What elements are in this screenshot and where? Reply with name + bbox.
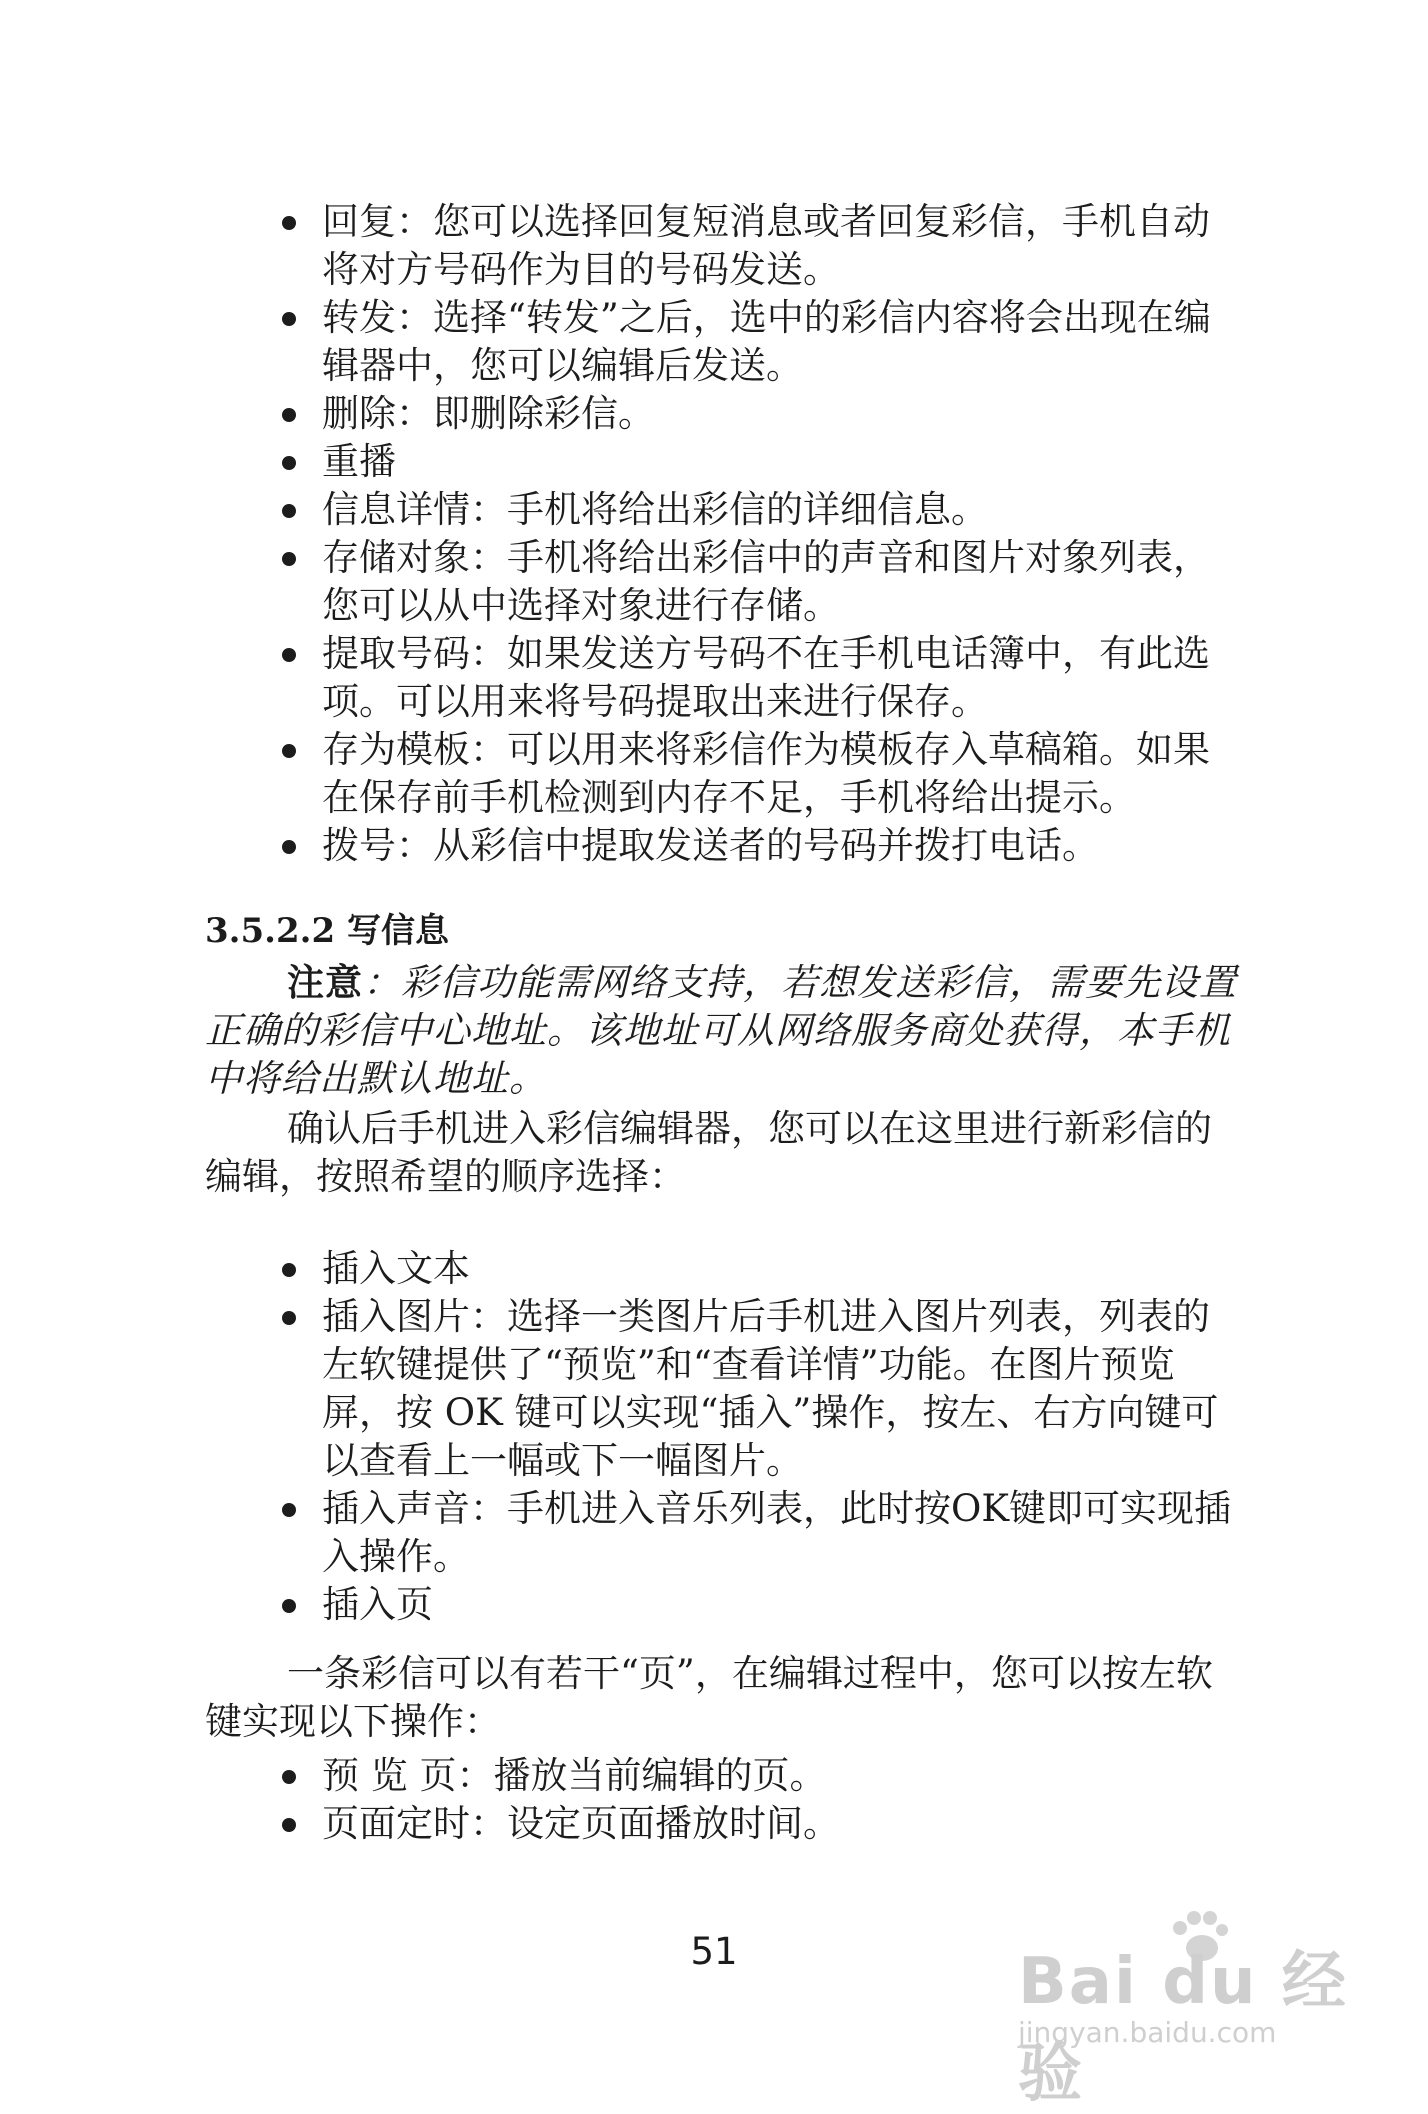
section-heading: 3.5.2.2 写信息 [205, 911, 449, 951]
page-number: 51 [690, 1930, 738, 1973]
bullet-icon [282, 1503, 296, 1517]
bullet-icon [282, 1263, 296, 1277]
bullet-icon [282, 1818, 296, 1832]
watermark-brand: Bai du 经验 [1018, 1945, 1348, 2111]
insert-options-list [282, 1245, 1242, 1629]
list-item: 预 览 页：播放当前编辑的页。 [282, 1752, 1242, 1800]
bullet-icon [282, 1599, 296, 1613]
bullet-icon [282, 1770, 296, 1784]
list-item: 插入图片：选择一类图片后手机进入图片列表，列表的左软键提供了“预览”和“查看详情”功能。在图片预览屏，按 OK 键可以实现“插入”操作，按左、右方向键可以查看上一幅或下一幅图片。 [282, 1293, 1242, 1485]
note-label: 注意 [287, 960, 363, 1004]
list-item: 信息详情：手机将给出彩信的详细信息。 [282, 486, 1242, 534]
bullet-icon [282, 840, 296, 854]
list-item: 拨号：从彩信中提取发送者的号码并拨打电话。 [282, 822, 1242, 870]
list-item: 存为模板：可以用来将彩信作为模板存入草稿箱。如果在保存前手机检测到内存不足，手机将给出提示。 [282, 726, 1242, 822]
list-item: 插入声音：手机进入音乐列表，此时按OK键即可实现插入操作。 [282, 1485, 1242, 1581]
note-text: ：彩信功能需网络支持，若想发送彩信，需要先设置正确的彩信中心地址。该地址可从网络服务商处获得，本手机中将给出默认地址。 [205, 961, 1237, 1100]
bullet-icon [282, 504, 296, 518]
list-item: 插入页 [282, 1581, 1242, 1629]
list-item: 存储对象：手机将给出彩信中的声音和图片对象列表，您可以从中选择对象进行存储。 [282, 534, 1242, 630]
body-paragraph: 确认后手机进入彩信编辑器，您可以在这里进行新彩信的编辑，按照希望的顺序选择： [205, 1107, 1212, 1198]
watermark-site: jingyan.baidu.com [1018, 2016, 1277, 2049]
reply-options-list [282, 198, 1242, 870]
list-item: 插入文本 [282, 1245, 1242, 1293]
list-item: 重播 [282, 438, 1242, 486]
bullet-icon [282, 648, 296, 662]
bullet-icon [282, 1311, 296, 1325]
bullet-icon [282, 744, 296, 758]
bullet-icon [282, 312, 296, 326]
page-options-list [282, 1752, 1242, 1848]
list-item: 转发：选择“转发”之后，选中的彩信内容将会出现在编辑器中，您可以编辑后发送。 [282, 294, 1242, 390]
bullet-icon [282, 456, 296, 470]
list-item: 页面定时：设定页面播放时间。 [282, 1800, 1242, 1848]
list-item: 提取号码：如果发送方号码不在手机电话簿中，有此选项。可以用来将号码提取出来进行保存。 [282, 630, 1242, 726]
bullet-icon [282, 552, 296, 566]
bullet-icon [282, 408, 296, 422]
list-item: 删除：即删除彩信。 [282, 390, 1242, 438]
body-paragraph: 一条彩信可以有若干“页”，在编辑过程中，您可以按左软键实现以下操作： [205, 1652, 1213, 1743]
note-paragraph [205, 958, 1237, 1103]
bullet-icon [282, 216, 296, 230]
list-item: 回复：您可以选择回复短消息或者回复彩信，手机自动将对方号码作为目的号码发送。 [282, 198, 1242, 294]
baidu-jingyan-watermark [1018, 1910, 1398, 2111]
